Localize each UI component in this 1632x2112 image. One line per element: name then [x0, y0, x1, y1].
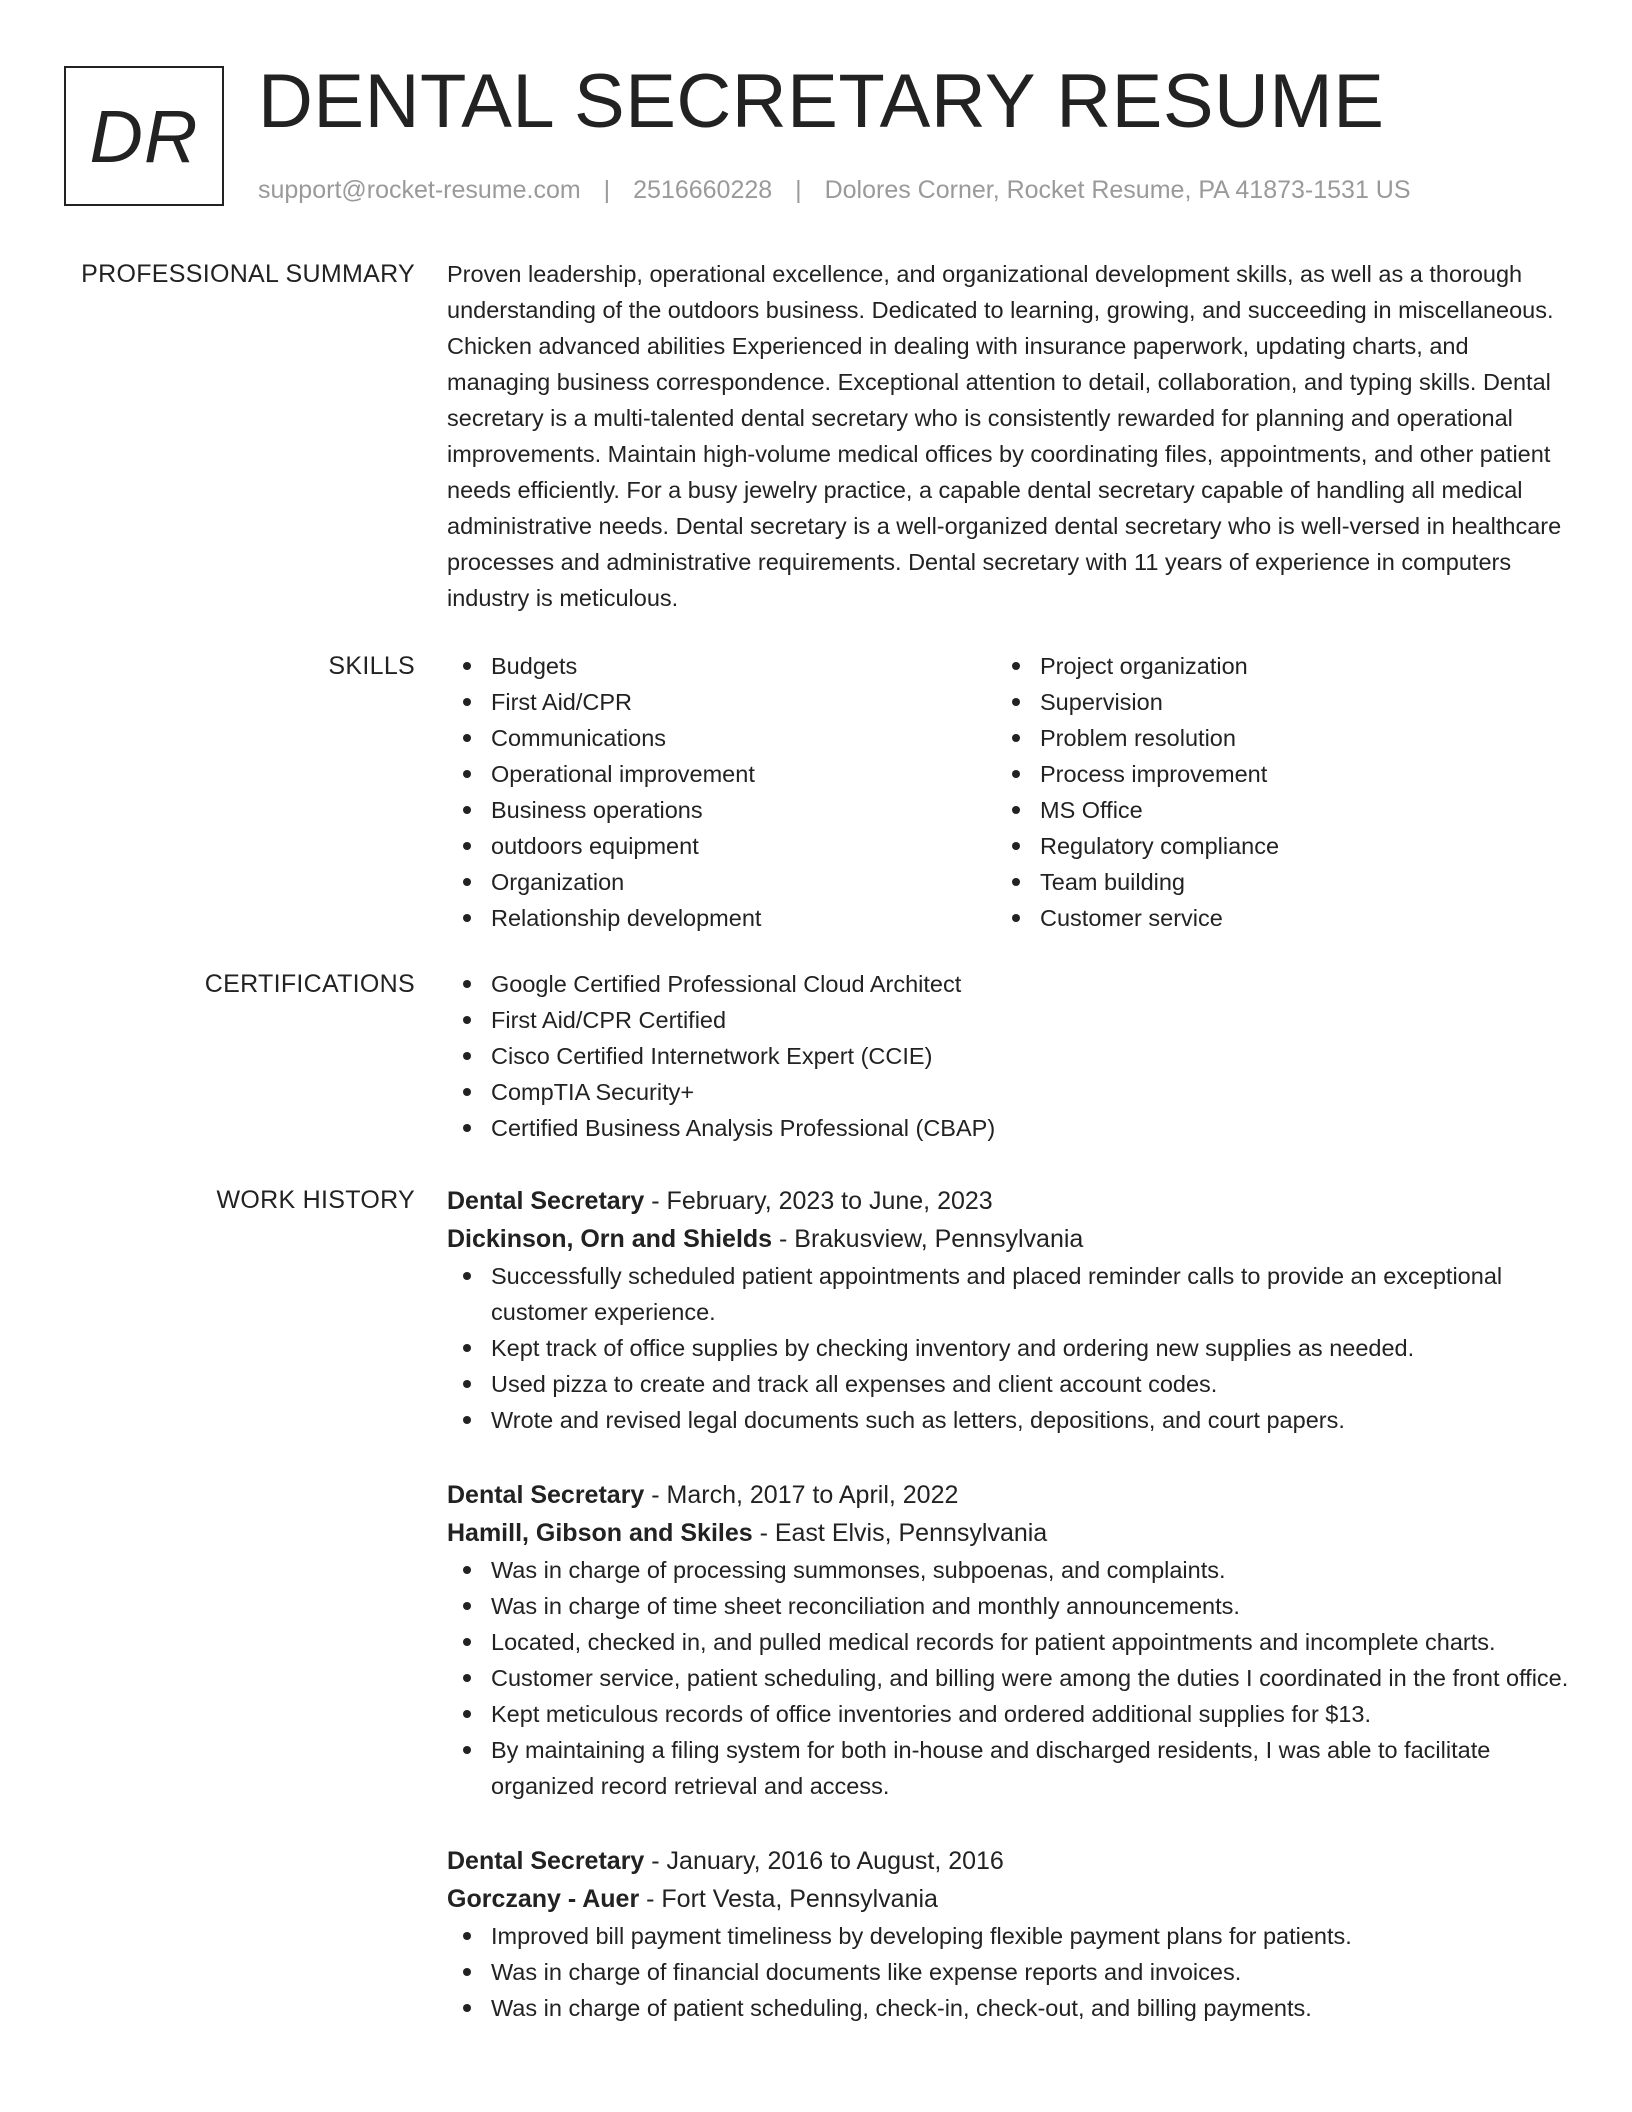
job-duty-item: [447, 1954, 1572, 1990]
job-duty-item: [447, 1330, 1572, 1366]
job-duty-item: [447, 1402, 1572, 1438]
certification-item: [447, 966, 1572, 1002]
bullet-dot-icon: [463, 1674, 471, 1682]
skill-item-text: Business operations: [491, 797, 703, 823]
skill-item-text: Process improvement: [1040, 761, 1268, 787]
bullet-dot-icon: [1012, 770, 1020, 778]
work-history-heading: WORK HISTORY: [216, 1186, 415, 1214]
job-entry: [447, 1476, 1572, 1804]
job-dates: - February, 2023 to June, 2023: [644, 1187, 993, 1215]
job-duty-item-text: Successfully scheduled patient appointments and placed reminder calls to provide an exceptional customer experience.: [491, 1263, 1503, 1325]
bullet-dot-icon: [463, 878, 471, 886]
bullet-dot-icon: [463, 806, 471, 814]
skill-item-text: Project organization: [1040, 653, 1248, 679]
job-header: [447, 1842, 1572, 1880]
contact-email: support@rocket-resume.com: [258, 176, 581, 204]
job-duty-item: [447, 1990, 1572, 2026]
job-duty-item-text: Was in charge of processing summonses, subpoenas, and complaints.: [491, 1557, 1226, 1583]
job-duty-item-text: Used pizza to create and track all expenses and client account codes.: [491, 1371, 1218, 1397]
job-duty-item: [447, 1732, 1572, 1804]
bullet-dot-icon: [463, 1124, 471, 1132]
work-history-body: [447, 1182, 1572, 2026]
skill-item: [996, 828, 1536, 864]
summary-text: Proven leadership, operational excellence, and organizational development skills, as well as a thorough understanding of the outdoors business. Dedicated to learning, growing, and succeeding in miscellaneous. Chicken advanced abilities Experienced in dealing with insurance paperwork, updating charts, and managing business correspondence. Exceptional attention to detail, collaboration, and typing skills. Dental secretary is a multi-talented dental secretary who is consistently rewarded for planning and operational improvements. Maintain high-volume medical offices by coordinating files, appointments, and other patient needs efficiently. For a busy jewelry practice, a capable dental secretary capable of handling all medical administrative needs. Dental secretary is a well-organized dental secretary who is well-versed in healthcare processes and administrative requirements. Dental secretary with 11 years of experience in computers industry is meticulous.: [447, 261, 1562, 611]
job-employer: [447, 1514, 1572, 1552]
skill-item-text: outdoors equipment: [491, 833, 699, 859]
skill-item-text: Problem resolution: [1040, 725, 1236, 751]
skill-item-text: Organization: [491, 869, 625, 895]
bullet-dot-icon: [463, 662, 471, 670]
certification-item-text: First Aid/CPR Certified: [491, 1007, 727, 1033]
bullet-dot-icon: [1012, 698, 1020, 706]
job-duty-item-text: Was in charge of time sheet reconciliation and monthly announcements.: [491, 1593, 1240, 1619]
skill-item-text: Operational improvement: [491, 761, 755, 787]
job-company: Dickinson, Orn and Shields: [447, 1225, 773, 1253]
job-entry: [447, 1842, 1572, 2026]
job-entry: [447, 1182, 1572, 1438]
skill-item-text: Communications: [491, 725, 667, 751]
contact-separator: |: [795, 176, 802, 204]
page-title: DENTAL SECRETARY RESUME: [258, 59, 1385, 144]
certification-item-text: Certified Business Analysis Professional (CBAP): [491, 1115, 996, 1141]
job-duty-item: [447, 1918, 1572, 1954]
job-title: Dental Secretary: [447, 1847, 645, 1875]
skill-item-text: Relationship development: [491, 905, 762, 931]
skill-item: [996, 756, 1536, 792]
bullet-dot-icon: [463, 1416, 471, 1424]
summary-body: [447, 256, 1567, 616]
contact-address: Dolores Corner, Rocket Resume, PA 41873-1531 US: [824, 176, 1411, 204]
job-employer: [447, 1880, 1572, 1918]
monogram-badge: DR: [64, 66, 224, 206]
bullet-dot-icon: [463, 1566, 471, 1574]
job-duty-item: [447, 1552, 1572, 1588]
job-duty-item-text: Was in charge of patient scheduling, check-in, check-out, and billing payments.: [491, 1995, 1312, 2021]
job-duty-item: [447, 1660, 1572, 1696]
skill-item: [996, 720, 1536, 756]
bullet-dot-icon: [1012, 806, 1020, 814]
skill-item: [447, 828, 987, 864]
bullet-dot-icon: [1012, 662, 1020, 670]
job-dates: - January, 2016 to August, 2016: [644, 1847, 1004, 1875]
skill-item-text: Customer service: [1040, 905, 1223, 931]
skill-item: [996, 648, 1536, 684]
bullet-dot-icon: [463, 1932, 471, 1940]
bullet-dot-icon: [463, 1016, 471, 1024]
bullet-dot-icon: [1012, 842, 1020, 850]
job-duties-list: [447, 1258, 1572, 1438]
bullet-dot-icon: [463, 1380, 471, 1388]
skill-item: [996, 864, 1536, 900]
job-header: [447, 1476, 1572, 1514]
bullet-dot-icon: [463, 698, 471, 706]
certifications-body: [447, 966, 1572, 1146]
contact-separator: |: [603, 176, 611, 204]
job-location: - Fort Vesta, Pennsylvania: [639, 1885, 938, 1913]
job-company: Gorczany - Auer: [447, 1885, 640, 1913]
bullet-dot-icon: [463, 734, 471, 742]
bullet-dot-icon: [463, 1344, 471, 1352]
job-duty-item-text: Wrote and revised legal documents such as letters, depositions, and court papers.: [491, 1407, 1345, 1433]
job-duty-item: [447, 1696, 1572, 1732]
certification-item-text: Cisco Certified Internetwork Expert (CCIE): [491, 1043, 933, 1069]
job-employer: [447, 1220, 1572, 1258]
job-location: - East Elvis, Pennsylvania: [752, 1519, 1048, 1547]
certification-item-text: CompTIA Security+: [491, 1079, 695, 1105]
bullet-dot-icon: [463, 1272, 471, 1280]
job-duty-item-text: Kept meticulous records of office inventories and ordered additional supplies for $13.: [491, 1701, 1372, 1727]
job-location: - Brakusview, Pennsylvania: [772, 1225, 1084, 1253]
job-duty-item: [447, 1366, 1572, 1402]
bullet-dot-icon: [463, 1746, 471, 1754]
certifications-list: [447, 966, 1572, 1146]
bullet-dot-icon: [463, 1968, 471, 1976]
skill-item-text: First Aid/CPR: [491, 689, 633, 715]
job-duty-item: [447, 1588, 1572, 1624]
job-duty-item-text: By maintaining a filing system for both in-house and discharged residents, I was able to facilitate organized record retrieval and access.: [491, 1737, 1491, 1799]
skill-item-text: Team building: [1040, 869, 1186, 895]
bullet-dot-icon: [1012, 878, 1020, 886]
job-duty-item: [447, 1624, 1572, 1660]
skill-item-text: Regulatory compliance: [1040, 833, 1280, 859]
skills-heading: SKILLS: [328, 652, 415, 680]
certification-item: [447, 1074, 1572, 1110]
skill-item: [447, 720, 987, 756]
job-duty-item-text: Improved bill payment timeliness by developing flexible payment plans for patients.: [491, 1923, 1352, 1949]
skill-item: [447, 648, 987, 684]
bullet-dot-icon: [1012, 734, 1020, 742]
job-header: [447, 1182, 1572, 1220]
skill-item: [996, 792, 1536, 828]
skill-item: [996, 900, 1536, 936]
bullet-dot-icon: [463, 1088, 471, 1096]
bullet-dot-icon: [463, 1602, 471, 1610]
bullet-dot-icon: [463, 980, 471, 988]
bullet-dot-icon: [463, 2004, 471, 2012]
job-duty-item-text: Customer service, patient scheduling, and billing were among the duties I coordinated in the front office.: [491, 1665, 1569, 1691]
job-title: Dental Secretary: [447, 1187, 645, 1215]
skill-item: [447, 684, 987, 720]
certification-item: [447, 1110, 1572, 1146]
skill-item: [447, 900, 987, 936]
skill-item: [447, 864, 987, 900]
job-duties-list: [447, 1552, 1572, 1804]
contact-line: [258, 172, 1411, 208]
skills-list-right: [996, 648, 1536, 936]
certification-item: [447, 1038, 1572, 1074]
skill-item: [447, 756, 987, 792]
skills-list-left: [447, 648, 987, 936]
job-duty-item-text: Was in charge of financial documents like expense reports and invoices.: [491, 1959, 1242, 1985]
job-duties-list: [447, 1918, 1572, 2026]
certification-item: [447, 1002, 1572, 1038]
skill-item: [447, 792, 987, 828]
job-dates: - March, 2017 to April, 2022: [644, 1481, 959, 1509]
skill-item: [996, 684, 1536, 720]
skill-item-text: MS Office: [1040, 797, 1143, 823]
bullet-dot-icon: [1012, 914, 1020, 922]
skill-item-text: Budgets: [491, 653, 578, 679]
bullet-dot-icon: [463, 914, 471, 922]
skill-item-text: Supervision: [1040, 689, 1163, 715]
summary-heading: PROFESSIONAL SUMMARY: [81, 260, 415, 288]
certification-item-text: Google Certified Professional Cloud Architect: [491, 971, 962, 997]
bullet-dot-icon: [463, 770, 471, 778]
job-company: Hamill, Gibson and Skiles: [447, 1519, 753, 1547]
job-duty-item: [447, 1258, 1572, 1330]
job-duty-item-text: Kept track of office supplies by checking inventory and ordering new supplies as needed.: [491, 1335, 1415, 1361]
job-duty-item-text: Located, checked in, and pulled medical records for patient appointments and incomplete charts.: [491, 1629, 1496, 1655]
bullet-dot-icon: [463, 1638, 471, 1646]
certifications-heading: CERTIFICATIONS: [204, 970, 415, 998]
skills-body: [447, 648, 1572, 938]
bullet-dot-icon: [463, 842, 471, 850]
contact-phone: 2516660228: [633, 176, 773, 204]
bullet-dot-icon: [463, 1710, 471, 1718]
bullet-dot-icon: [463, 1052, 471, 1060]
job-title: Dental Secretary: [447, 1481, 645, 1509]
